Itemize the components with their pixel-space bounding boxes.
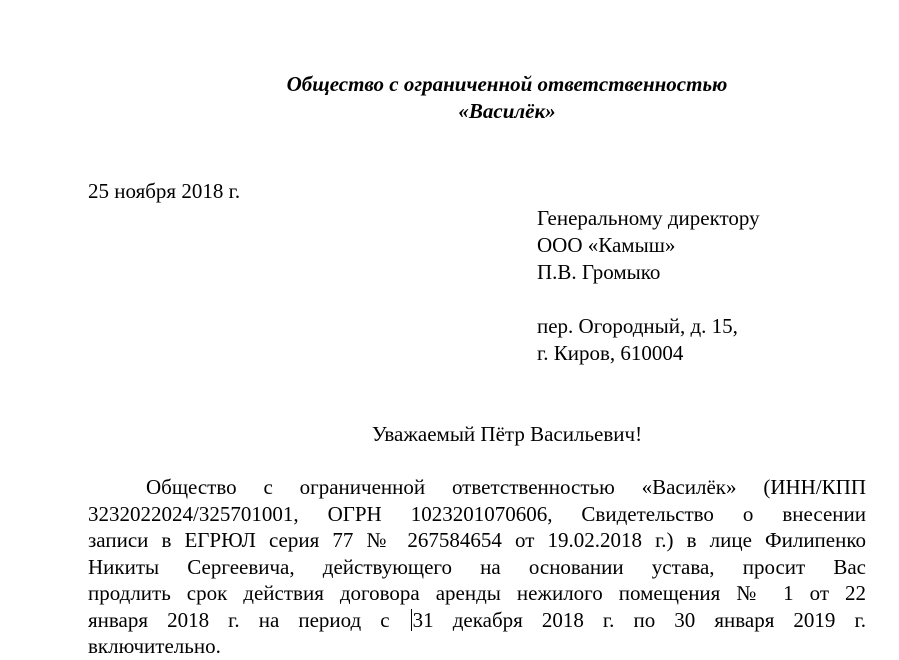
body-line-4: Никиты Сергеевича, действующего на основании устава, просит Вас bbox=[88, 554, 866, 579]
body-line-3: записи в ЕГРЮЛ серия 77 № 267584654 от 19.02.2018 г.) в лице Филипенко bbox=[88, 528, 866, 552]
addressee-company: ООО «Камыш» bbox=[537, 233, 676, 257]
body-paragraph[interactable] bbox=[88, 474, 866, 660]
addressee-name: П.В. Громыко bbox=[537, 260, 661, 284]
org-name-quoted: «Василёк» bbox=[458, 99, 556, 123]
addressee-block bbox=[537, 205, 760, 286]
body-line-2: 3232022024/325701001, ОГРН 1023201070606, Свидетельство о внесении bbox=[88, 501, 866, 526]
address-street: пер. Огородный, д. 15, bbox=[537, 314, 738, 338]
salutation: Уважаемый Пётр Васильевич! bbox=[371, 422, 643, 446]
letter-date: 25 ноября 2018 г. bbox=[88, 179, 241, 203]
body-line-7: включительно. bbox=[88, 634, 221, 658]
body-line-6-start: января 2018 г. на период с bbox=[88, 607, 390, 632]
organization-header bbox=[230, 71, 784, 125]
org-name-line: Общество с ограниченной ответственностью bbox=[286, 72, 728, 96]
address-city: г. Киров, 610004 bbox=[537, 341, 684, 365]
text-cursor bbox=[411, 609, 412, 631]
address-block bbox=[537, 313, 738, 367]
body-line-1: Общество с ограниченной ответственностью «Василёк» (ИНН/КПП bbox=[146, 475, 866, 499]
addressee-position: Генеральному директору bbox=[537, 206, 760, 230]
body-line-6-end: 31 декабря 2018 г. по 30 января 2019 г. bbox=[412, 607, 866, 632]
body-line-5: продлить срок действия договора аренды нежилого помещения № 1 от 22 bbox=[88, 581, 866, 605]
body-line-6 bbox=[88, 607, 866, 634]
